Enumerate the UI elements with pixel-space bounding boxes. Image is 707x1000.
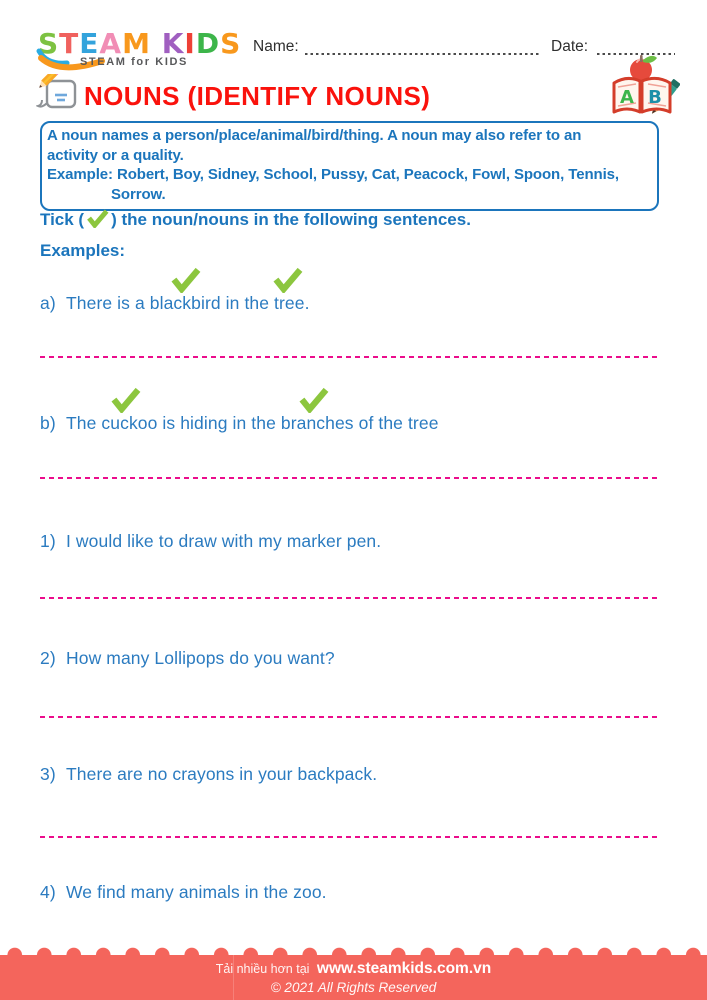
sentence: [40, 648, 665, 669]
definition-line: A noun names a person/place/animal/bird/thing. A noun may also refer to an: [47, 127, 582, 144]
question-row-4: [40, 882, 665, 903]
date-label: Date:: [551, 38, 589, 55]
sentence-text: The cuckoo is hiding in the branches of the tree: [66, 413, 439, 433]
sentence: [40, 293, 665, 314]
question-row-3: [40, 764, 665, 785]
sentence-label: a): [40, 293, 56, 313]
definition-line: Sorrow.: [111, 185, 166, 203]
footer-url: www.steamkids.com.vn: [316, 960, 492, 977]
sentence-label: 3): [40, 764, 56, 784]
sentence: [40, 413, 665, 434]
examples-label: Examples:: [40, 241, 126, 260]
logo-tagline: STEAM for KIDS: [80, 56, 188, 68]
tick-icon: [110, 387, 141, 413]
separator-line: [40, 716, 661, 718]
page-title: NOUNS (IDENTIFY NOUNS): [84, 81, 431, 111]
scalloped-edge: [0, 941, 707, 955]
abc-book-icon: [604, 54, 680, 124]
name-fill-line: [305, 53, 540, 55]
sentence: [40, 531, 665, 552]
name-label: Name:: [253, 38, 299, 55]
question-row-2: [40, 648, 665, 669]
tick-icon: [86, 209, 109, 228]
sentence-text: We find many animals in the zoo.: [66, 882, 327, 902]
separator-line: [40, 477, 661, 479]
sentence: [40, 882, 665, 903]
sentence-text: There are no crayons in your backpack.: [66, 764, 378, 784]
separator-line: [40, 356, 661, 358]
footer-download-line: [0, 955, 707, 978]
tick-icon: [272, 267, 303, 293]
notepad-pencil-icon: [36, 74, 82, 116]
svg-text:A: A: [620, 87, 634, 108]
sentence-text: There is a blackbird in the tree.: [66, 293, 310, 313]
tick-icon: [298, 387, 329, 413]
sentence-label: 1): [40, 531, 56, 551]
noun-definition-box: [40, 121, 659, 211]
footer-more-text: Tải nhiều hơn tại: [215, 962, 310, 976]
svg-text:B: B: [648, 87, 662, 108]
definition-line: Example: Robert, Boy, Sidney, School, Pussy, Cat, Peacock, Fowl, Spoon, Tennis,: [47, 166, 619, 183]
footer-body: [0, 955, 707, 1000]
footer: [0, 941, 707, 1000]
question-row-1: [40, 531, 665, 552]
sentence-label: b): [40, 413, 56, 433]
separator-line: [40, 597, 661, 599]
sentence: [40, 764, 665, 785]
sentence-text: How many Lollipops do you want?: [66, 648, 335, 668]
separator-line: [40, 836, 661, 838]
example-row-a: [40, 267, 665, 322]
tick-instruction: Tick ( ) the noun/nouns in the following sentences.: [40, 210, 471, 229]
sentence-text: I would like to draw with my marker pen.: [66, 531, 382, 551]
steamkids-logo: STEAM KIDS: [38, 27, 242, 60]
sentence-label: 2): [40, 648, 56, 668]
sentence-label: 4): [40, 882, 56, 902]
definition-line: activity or a quality.: [47, 146, 184, 164]
footer-copyright: © 2021 All Rights Reserved: [270, 980, 437, 995]
tick-icon: [170, 267, 201, 293]
example-row-b: [40, 387, 665, 442]
fold-line: [233, 955, 234, 1000]
